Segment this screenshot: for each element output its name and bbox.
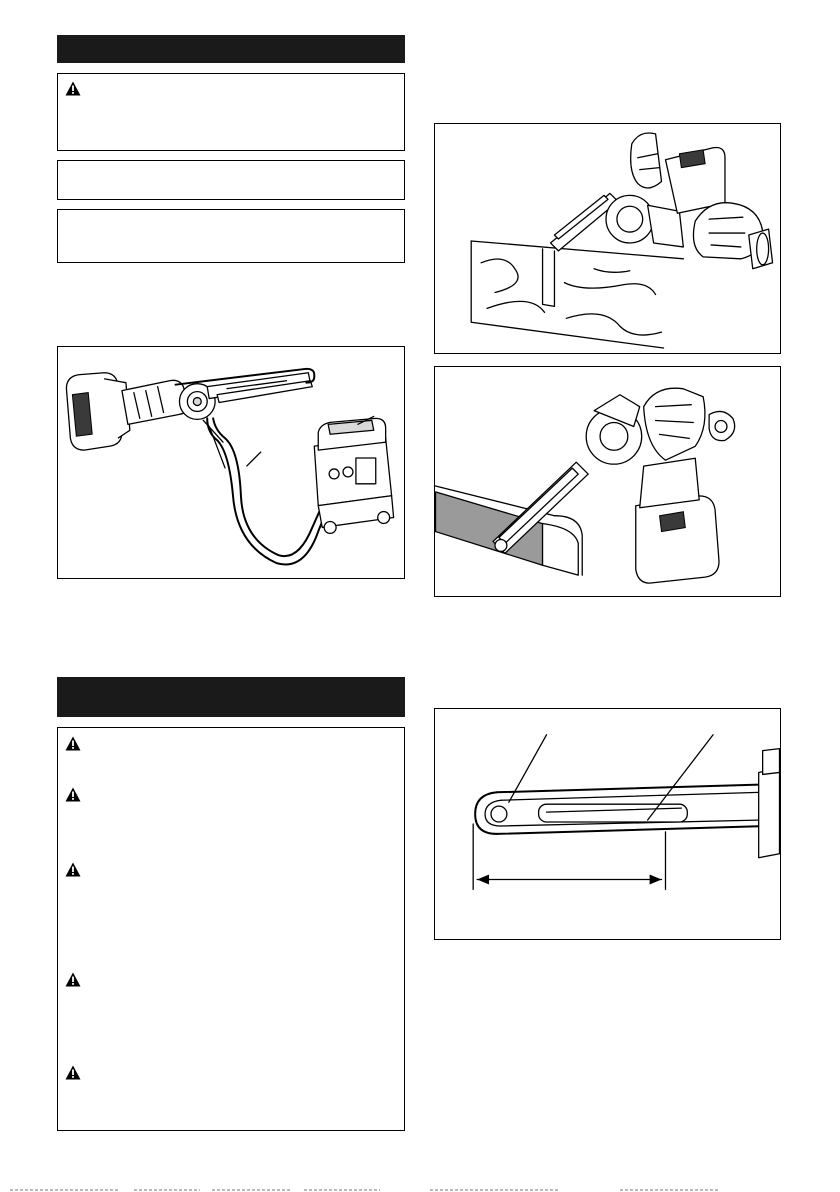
warning-triangle-icon: [65, 736, 81, 751]
clipped-text-strip: [0, 1184, 840, 1192]
warning-triangle-icon: [65, 787, 81, 802]
warning-triangle-icon: [65, 81, 81, 96]
figure-sanding-edge: [434, 366, 781, 597]
note-box: [57, 209, 405, 263]
figure-dust-extraction: [57, 346, 405, 579]
warning-list-box: [57, 727, 405, 1131]
warning-triangle-icon: [65, 1065, 81, 1080]
section-heading-bar: [57, 35, 405, 63]
figure-sanding-wood: [434, 123, 781, 354]
figure-belt-length: [434, 708, 781, 940]
warning-triangle-icon: [65, 972, 81, 987]
warning-box: [57, 73, 405, 151]
section-heading-bar: [57, 677, 405, 717]
note-box: [57, 160, 405, 200]
warning-triangle-icon: [65, 862, 81, 877]
